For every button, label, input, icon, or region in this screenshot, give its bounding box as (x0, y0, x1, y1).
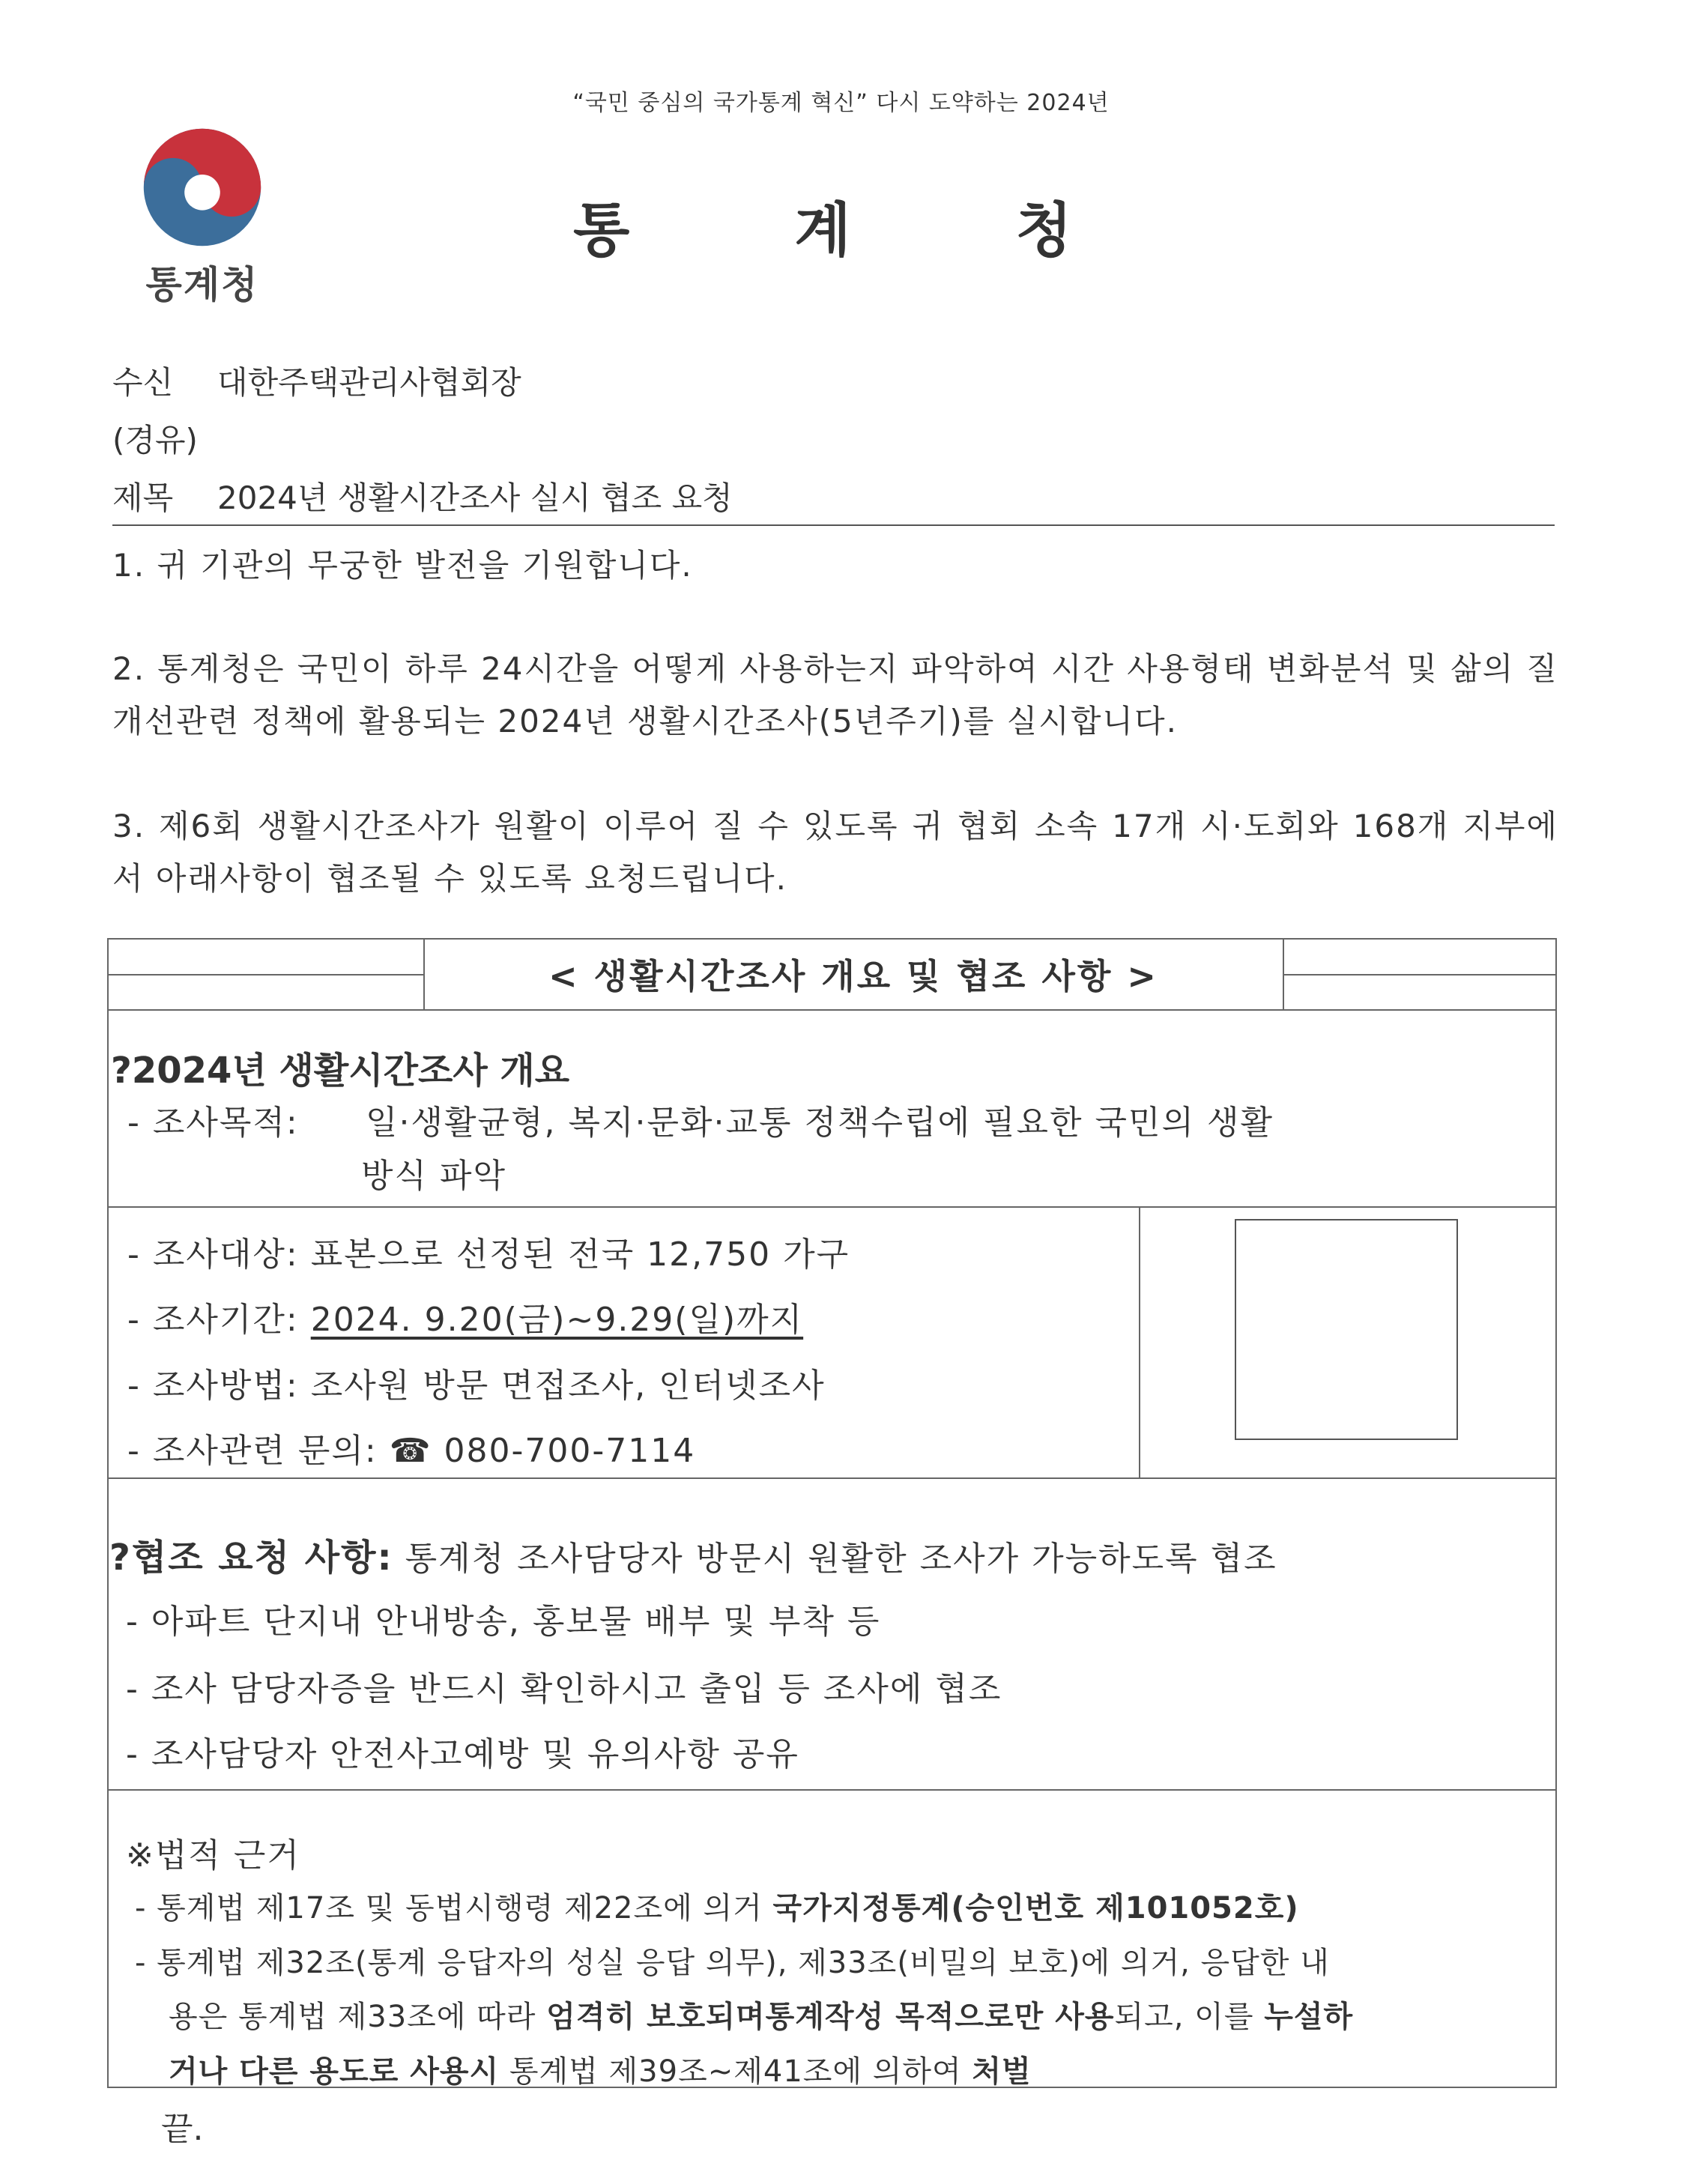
purpose-line-1: 일·생활균형, 복지·문화·교통 정책수립에 필요한 국민의 생활 (366, 1104, 1274, 1142)
recipient-row (112, 358, 521, 403)
cooperation-item-2: - 조사 담당자증을 반드시 확인하시고 출입 등 조사에 협조 (126, 1670, 1002, 1708)
legal-line-4-b: 통계법 제39조~제41조에 의하여 (499, 2054, 972, 2089)
agency-title: 통계청 (573, 197, 1238, 264)
contact-phone: 080-700-7114 (444, 1432, 696, 1470)
overview-rule (107, 1206, 1557, 1208)
survey-period-row (127, 1292, 803, 1340)
legal-line-1-bold: 국가지정통계(승인번호 제101052호) (772, 1891, 1299, 1926)
overview-title: ?2024년 생활시간조사 개요 (111, 1050, 570, 1092)
purpose-line-2: 방식 파악 (361, 1157, 507, 1195)
divider (112, 524, 1555, 526)
legal-line-3-b: 엄격히 보호되며통계작성 목적으로만 사용 (546, 2000, 1115, 2034)
period-value: 2024. 9.20(금)~9.29(일)까지 (310, 1301, 804, 1339)
cooperation-rule (107, 1789, 1557, 1791)
purpose-label: - 조사목적: (127, 1104, 299, 1142)
government-emblem-icon (139, 124, 266, 251)
photo-placeholder (1235, 1219, 1458, 1440)
contact-row (127, 1424, 695, 1471)
title-bottom-rule (107, 1009, 1557, 1011)
legal-line-3 (169, 1993, 1353, 2036)
box-title: < 생활시간조사 개요 및 협조 사항 > (548, 955, 1158, 996)
legal-line-3-d: 누설하 (1264, 2000, 1354, 2034)
details-rule (107, 1477, 1557, 1479)
subject-row (112, 474, 733, 518)
paragraph-3: 3. 제6회 생활시간조사가 원활이 이루어 질 수 있도록 귀 협회 소속 17개 시·도회와 168개 지부에서 아래사항이 협조될 수 있도록 요청드립니다. (112, 808, 1558, 897)
legal-line-1 (135, 1884, 1299, 1927)
legal-line-2: - 통계법 제32조(통계 응답자의 성실 응답 의무), 제33조(비밀의 보호)에 의거, 응답한 내 (135, 1946, 1330, 1980)
subject: 2024년 생활시간조사 실시 협조 요청 (217, 480, 733, 516)
cooperation-title: ?협조 요청 사항: (109, 1537, 393, 1579)
legal-line-3-a: 용은 통계법 제33조에 따라 (169, 2000, 547, 2034)
legal-line-4-c: 처벌 (972, 2054, 1032, 2089)
recipient-label: 수신 (112, 364, 174, 401)
closing-mark: 끝. (161, 2110, 204, 2148)
survey-method: - 조사방법: 조사원 방문 면접조사, 인터넷조사 (127, 1367, 826, 1405)
title-right-rule (1283, 974, 1557, 975)
cooperation-item-1: - 아파트 단지내 안내방송, 홍보물 배부 및 부착 등 (126, 1603, 881, 1641)
legal-line-1-text: - 통계법 제17조 및 동법시행령 제22조에 의거 (135, 1891, 773, 1926)
legal-title: ※법적 근거 (126, 1836, 300, 1875)
cooperation-title-row (109, 1528, 1277, 1580)
cooperation-item-3: - 조사담당자 안전사고예방 및 유의사항 공유 (126, 1735, 799, 1773)
title-left-rule (107, 974, 423, 975)
phone-icon: ☎ (389, 1432, 432, 1470)
via: (경유) (112, 422, 198, 459)
survey-target: - 조사대상: 표본으로 선정된 전국 12,750 가구 (127, 1235, 850, 1274)
cooperation-summary: 통계청 조사담당자 방문시 원활한 조사가 가능하도록 협조 (405, 1540, 1277, 1578)
legal-line-3-c: 되고, 이를 (1114, 2000, 1265, 2034)
paragraph-1: 1. 귀 기관의 무궁한 발전을 기원합니다. (112, 547, 693, 584)
contact-label: - 조사관련 문의: (127, 1432, 378, 1470)
legal-line-4 (169, 2048, 1032, 2090)
subject-label: 제목 (112, 480, 174, 516)
paragraph-2: 2. 통계청은 국민이 하루 24시간을 어떻게 사용하는지 파악하여 시간 사용형태 변화분석 및 삶의 질 개선관련 정책에 활용되는 2024년 생활시간조사(5년주기)를 실시합니다. (112, 650, 1558, 739)
photo-cell-border (1139, 1206, 1140, 1477)
recipient: 대한주택관리사협회장 (217, 364, 521, 401)
period-label: - 조사기간: (127, 1301, 299, 1339)
legal-line-4-a: 거나 다른 용도로 사용시 (169, 2054, 500, 2089)
logo-wordmark: 통계청 (145, 263, 259, 306)
slogan: “국민 중심의 국가통계 혁신” 다시 도약하는 2024년 (572, 90, 1110, 116)
